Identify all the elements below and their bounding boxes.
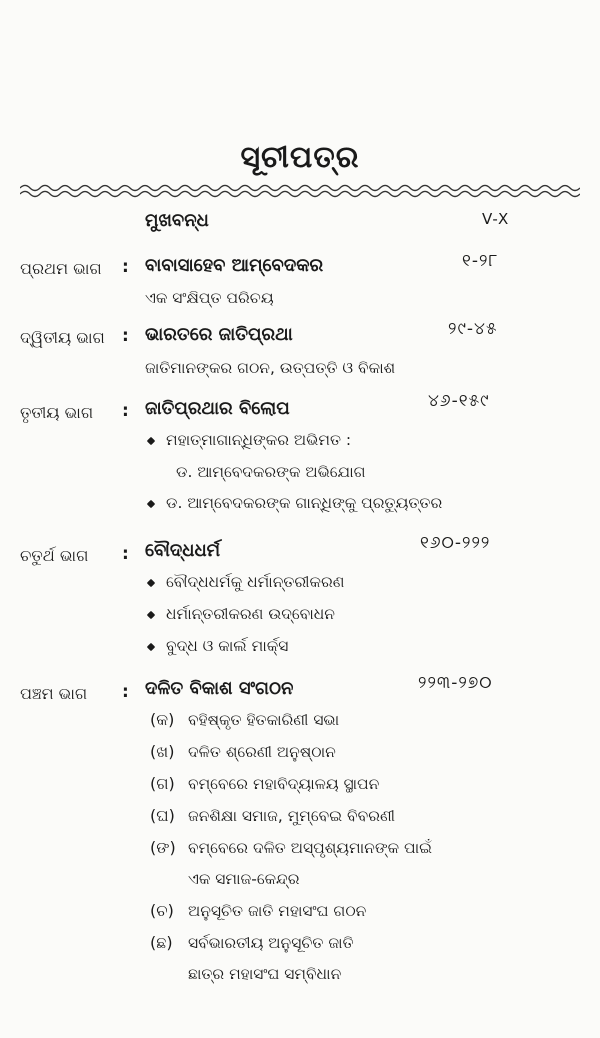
item-label: (ଚ) bbox=[150, 901, 174, 920]
item-text: ଅନୁସୂଚିତ ଜାତି ମହାସଂଘ ଗଠନ bbox=[188, 902, 367, 920]
item-label: (ଘ) bbox=[150, 806, 175, 825]
foreword-label: ମୁଖବନ୍ଧ bbox=[145, 210, 209, 231]
bullet-icon bbox=[147, 643, 155, 651]
part-3-sub-2: ଡ. ଆମ୍ବେଦକରଙ୍କ ଅଭିଯୋଗ bbox=[176, 463, 366, 481]
page-title: ସୂଚୀପତ୍ର bbox=[240, 140, 360, 175]
bullet-icon bbox=[147, 611, 155, 619]
item-text-continued: ଛାତ୍ର ମହାସଂଘ ସମ୍ବିଧାନ bbox=[188, 965, 342, 983]
part-3-heading: ଜାତିପ୍ରଥାର ବିଲୋପ bbox=[145, 398, 290, 419]
bullet-icon bbox=[147, 500, 155, 508]
part-3-label: ତୃତୀୟ ଭାଗ bbox=[20, 403, 94, 422]
item-label: (ଛ) bbox=[150, 933, 173, 952]
part-4-label: ଚତୁର୍ଥ ଭାଗ bbox=[20, 546, 89, 565]
part-5-heading: ଦଳିତ ବିକାଶ ସଂଗଠନ bbox=[145, 678, 294, 699]
part-4-sub-1: ବୌଦ୍ଧଧର୍ମକୁ ଧର୍ମାନ୍ତରୀକରଣ bbox=[166, 573, 345, 591]
part-1-label: ପ୍ରଥମ ଭାଗ bbox=[20, 259, 102, 278]
item-text-continued: ଏକ ସମାଜ-କେନ୍ଦ୍ର bbox=[188, 870, 300, 888]
bullet-icon bbox=[147, 437, 155, 445]
part-5-pages: ୨୨୩-୨୭୦ bbox=[418, 673, 493, 693]
part-2-sub-1: ଜାତିମାନଙ୍କର ଗଠନ, ଉତ୍ପତ୍ତି ଓ ବିକାଶ bbox=[145, 359, 396, 377]
part-2-label: ଦ୍ୱିତୀୟ ଭାଗ bbox=[20, 328, 105, 347]
wavy-divider bbox=[20, 182, 580, 200]
item-label: (ଖ) bbox=[150, 742, 175, 761]
part-4-sub-3: ବୁଦ୍ଧ ଓ କାର୍ଲ ମାର୍କ୍ସ bbox=[166, 637, 289, 655]
item-text: ବମ୍ବେରେ ମହାବିଦ୍ୟାଳୟ ସ୍ଥାପନ bbox=[188, 775, 380, 793]
item-label: (କ) bbox=[150, 710, 175, 729]
colon-5: : bbox=[122, 682, 129, 702]
item-label: (ଗ) bbox=[150, 774, 175, 793]
part-1-sub-1: ଏକ ସଂକ୍ଷିପ୍ତ ପରିଚୟ bbox=[145, 289, 274, 307]
item-text: ବମ୍ବେରେ ଦଳିତ ଅସ୍ପୃଶ୍ୟମାନଙ୍କ ପାଇଁ bbox=[188, 839, 433, 857]
item-text: ଜନଶିକ୍ଷା ସମାଜ, ମୁମ୍ବେଇ ବିବରଣୀ bbox=[188, 807, 396, 825]
item-label: (ଙ) bbox=[150, 838, 176, 857]
colon-1: : bbox=[122, 257, 129, 277]
part-4-pages: ୧୬୦-୨୨୨ bbox=[420, 533, 491, 553]
part-4-heading: ବୌଦ୍ଧଧର୍ମ bbox=[145, 540, 221, 561]
part-2-pages: ୨୯-୪୫ bbox=[448, 319, 498, 339]
colon-3: : bbox=[122, 401, 129, 421]
colon-2: : bbox=[122, 326, 129, 346]
part-1-pages: ୧-୨୮ bbox=[462, 251, 499, 271]
part-3-pages: ୪୬-୧୫୯ bbox=[428, 391, 490, 411]
colon-4: : bbox=[122, 544, 129, 564]
item-text: ସର୍ବଭାରତୀୟ ଅନୁସୂଚିତ ଜାତି bbox=[188, 934, 354, 952]
part-2-heading: ଭାରତରେ ଜାତିପ୍ରଥା bbox=[145, 324, 293, 345]
item-text: ଦଳିତ ଶ୍ରେଣୀ ଅନୁଷ୍ଠାନ bbox=[188, 743, 336, 761]
part-3-sub-1: ମହାତ୍ମାଗାନ୍ଧିଙ୍କର ଅଭିମତ : bbox=[166, 431, 352, 449]
part-1-heading: ବାବାସାହେବ ଆମ୍ବେଦକର bbox=[145, 255, 324, 276]
part-3-sub-3: ଡ. ଆମ୍ବେଦକରଙ୍କ ଗାନ୍ଧିଙ୍କୁ ପ୍ରତ୍ୟୁତ୍ତର bbox=[166, 494, 443, 512]
foreword-pages: V-X bbox=[482, 210, 510, 228]
bullet-icon bbox=[147, 579, 155, 587]
part-4-sub-2: ଧର୍ମାନ୍ତରୀକରଣ ଉଦ୍‌ବୋଧନ bbox=[166, 605, 335, 623]
part-5-label: ପଞ୍ଚମ ଭାଗ bbox=[20, 684, 88, 703]
item-text: ବହିଷ୍କୃତ ହିତକାରିଣୀ ସଭା bbox=[188, 711, 340, 729]
